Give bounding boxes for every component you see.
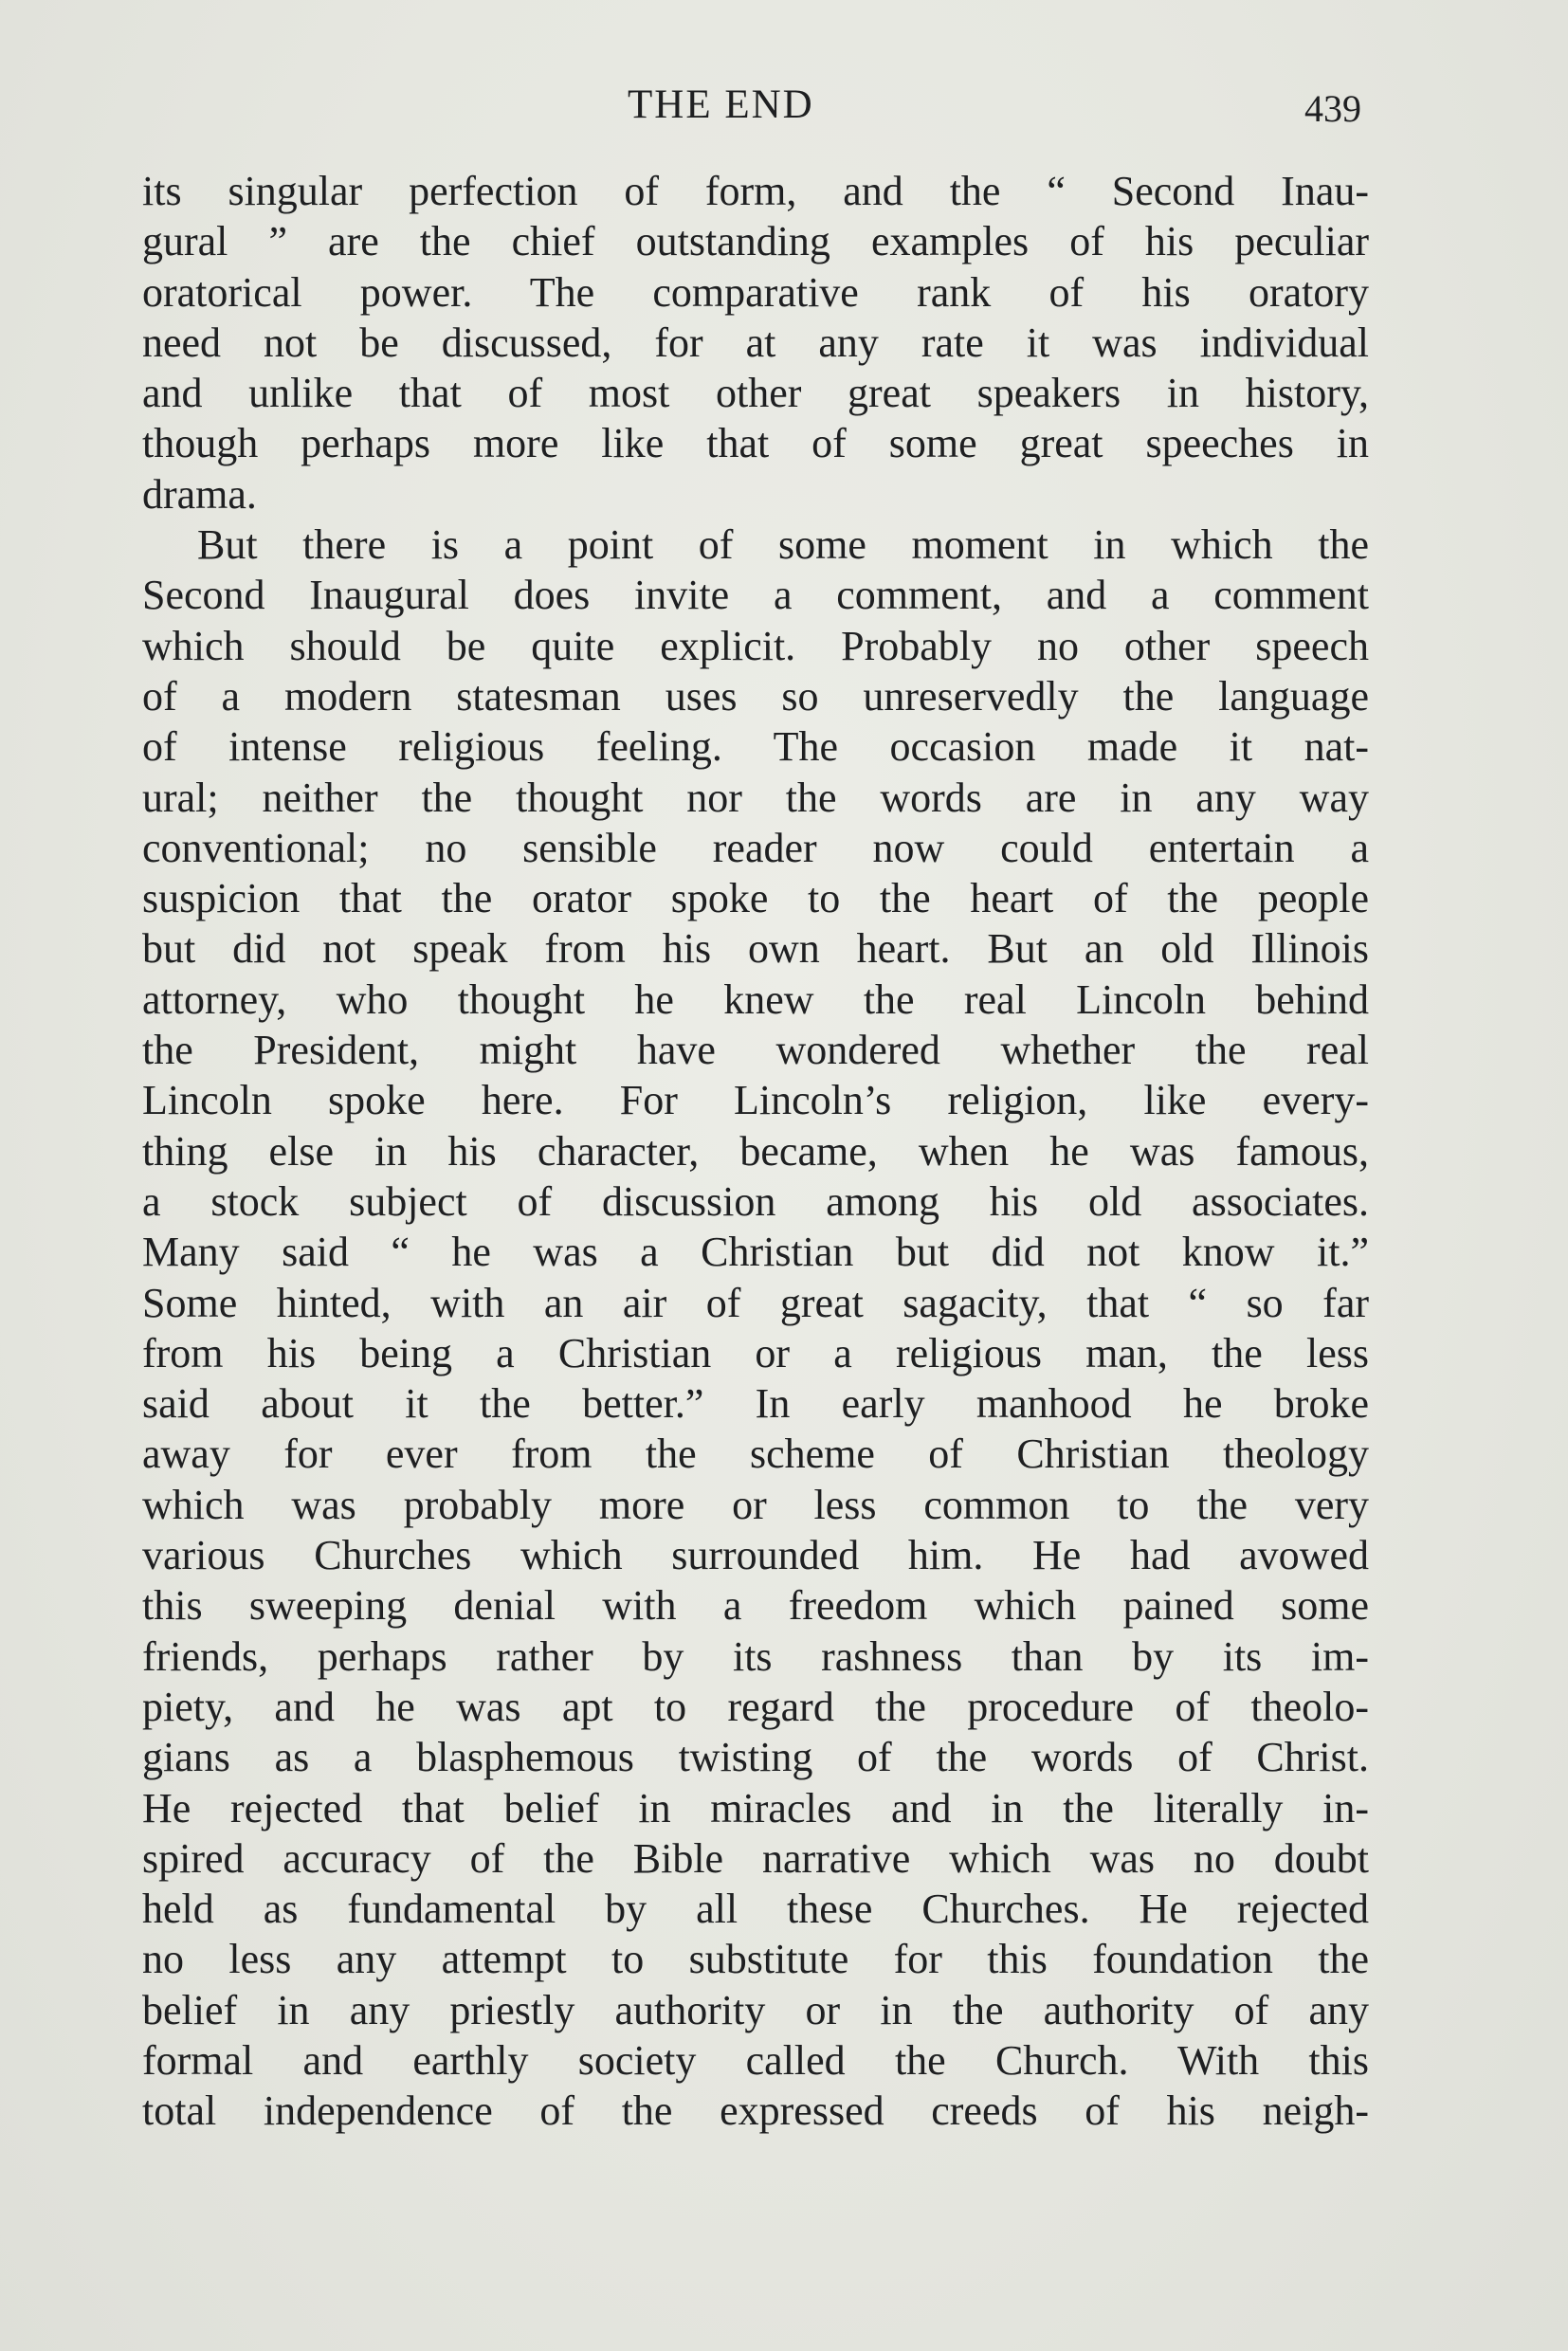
- text-line: thing else in his character, became, when he was famous,: [142, 1127, 1369, 1175]
- text-line: attorney, who thought he knew the real Lincoln behind: [142, 975, 1369, 1023]
- text-line: conventional; no sensible reader now could entertain a: [142, 824, 1369, 871]
- text-line: of a modern statesman uses so unreservedly the language: [142, 672, 1369, 720]
- text-line: friends, perhaps rather by its rashness than by its im-: [142, 1632, 1369, 1680]
- text-line: this sweeping denial with a freedom which pained some: [142, 1582, 1369, 1630]
- text-line: But there is a point of some moment in which the: [197, 521, 1369, 569]
- body-text: [142, 166, 1369, 2137]
- text-line: away for ever from the scheme of Christian theology: [142, 1431, 1369, 1478]
- text-line: various Churches which surrounded him. He had avowed: [142, 1532, 1369, 1579]
- text-line: gians as a blasphemous twisting of the words of Christ.: [142, 1734, 1369, 1781]
- paragraph-1: [142, 166, 1369, 519]
- text-line: piety, and he was apt to regard the procedure of theolo-: [142, 1683, 1369, 1730]
- text-line: suspicion that the orator spoke to the heart of the people: [142, 875, 1369, 922]
- text-line: which should be quite explicit. Probably no other speech: [142, 622, 1369, 669]
- text-line: Some hinted, with an air of great sagacity, that “ so far: [142, 1279, 1369, 1326]
- text-line: the President, might have wondered whether the real: [142, 1027, 1369, 1074]
- text-line: but did not speak from his own heart. But an old Illinois: [142, 925, 1369, 973]
- text-line: and unlike that of most other great speakers in history,: [142, 370, 1369, 417]
- text-line: from his being a Christian or a religious man, the less: [142, 1329, 1369, 1376]
- text-line: Many said “ he was a Christian but did not know it.”: [142, 1229, 1369, 1276]
- text-line: He rejected that belief in miracles and in the literally in-: [142, 1784, 1369, 1832]
- text-line: no less any attempt to substitute for this foundation the: [142, 1936, 1369, 1983]
- text-line: held as fundamental by all these Churches. He rejected: [142, 1886, 1369, 1933]
- text-line: a stock subject of discussion among his old associates.: [142, 1177, 1369, 1225]
- text-line: need not be discussed, for at any rate it was individual: [142, 319, 1369, 366]
- text-line: drama.: [142, 470, 257, 518]
- text-line: said about it the better.” In early manhood he broke: [142, 1380, 1369, 1428]
- text-line: gural ” are the chief outstanding examples of his peculiar: [142, 218, 1369, 265]
- text-line: spired accuracy of the Bible narrative which was no doubt: [142, 1834, 1369, 1882]
- running-head: THE END: [628, 82, 814, 127]
- page-number: 439: [1304, 87, 1361, 130]
- text-line: which was probably more or less common to the very: [142, 1481, 1369, 1528]
- text-line: Second Inaugural does invite a comment, and a comment: [142, 572, 1369, 619]
- text-line: of intense religious feeling. The occasion made it nat-: [142, 723, 1369, 771]
- text-line: belief in any priestly authority or in the authority of any: [142, 1986, 1369, 2033]
- text-line: its singular perfection of form, and the “ Second Inau-: [142, 168, 1369, 214]
- paragraph-2: [142, 519, 1369, 2137]
- text-line: though perhaps more like that of some great speeches in: [142, 420, 1369, 467]
- text-line: oratorical power. The comparative rank of his oratory: [142, 268, 1369, 316]
- text-line: total independence of the expressed creeds of his neigh-: [142, 2087, 1369, 2135]
- text-line: Lincoln spoke here. For Lincoln’s religion, like every-: [142, 1077, 1369, 1124]
- text-line: ural; neither the thought nor the words are in any way: [142, 774, 1369, 821]
- text-line: formal and earthly society called the Church. With this: [142, 2036, 1369, 2084]
